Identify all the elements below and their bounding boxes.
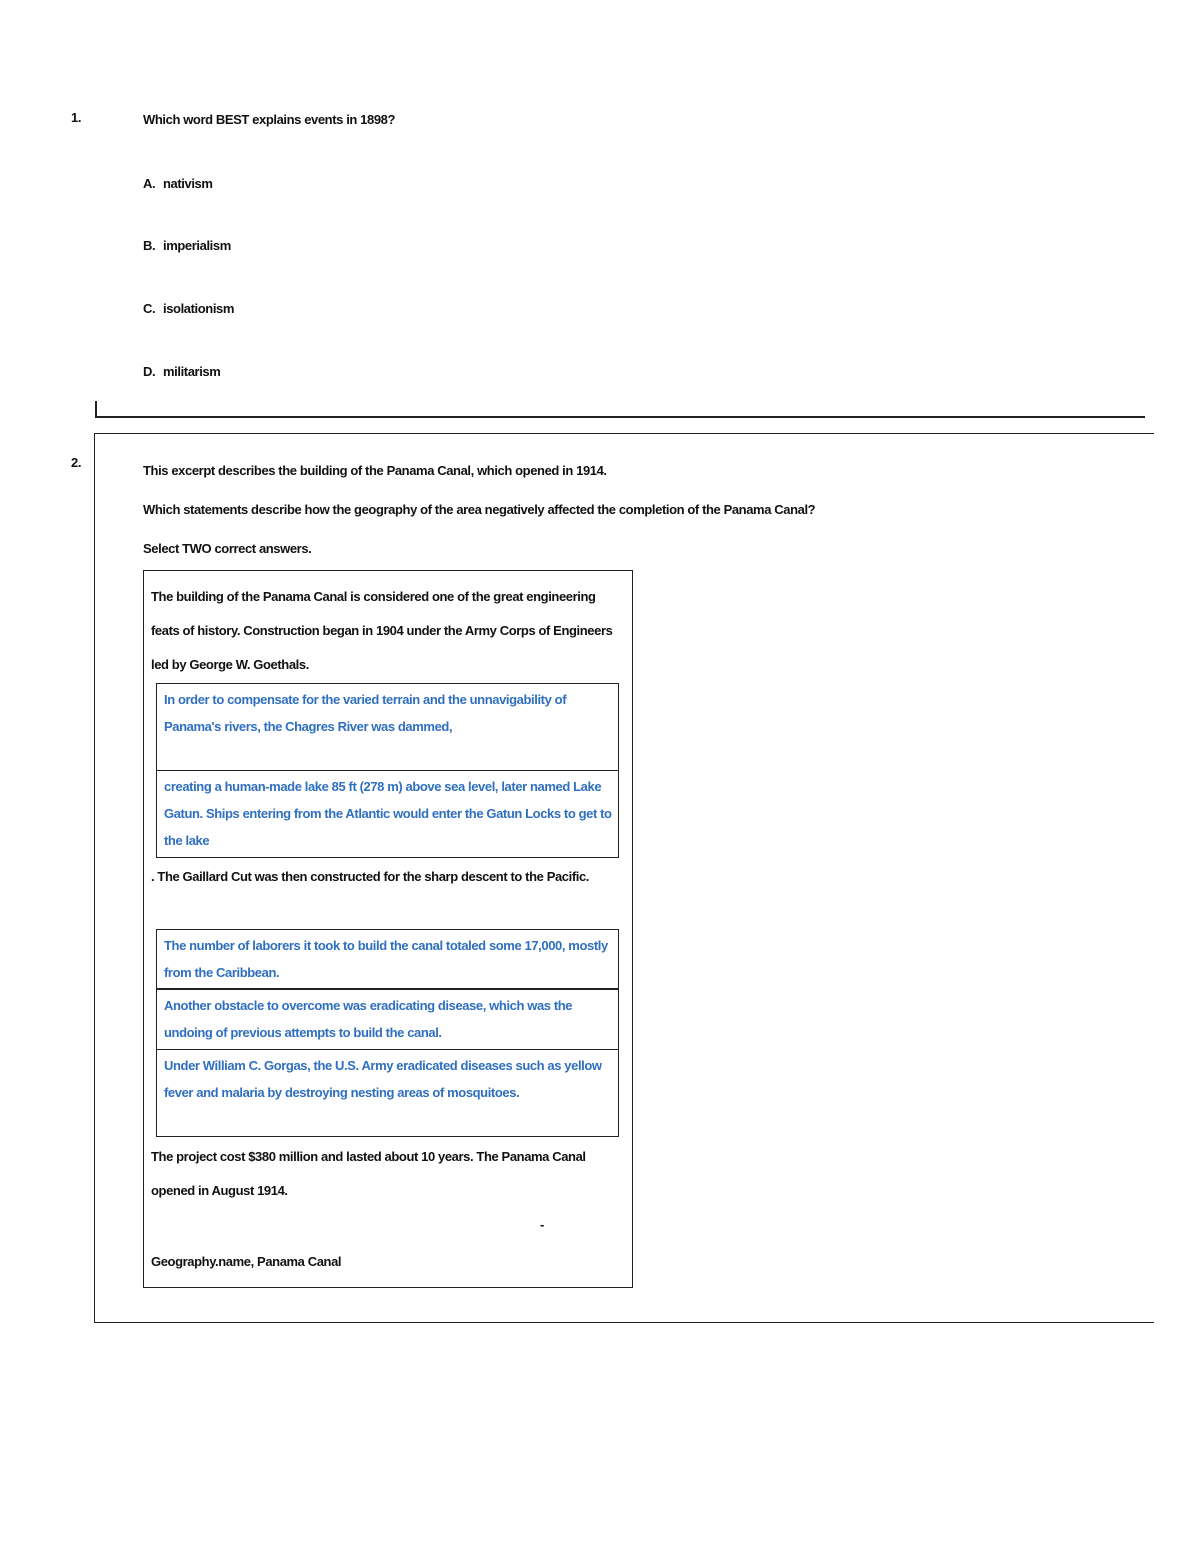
passage-dot: - [540,1217,544,1232]
question-2-instruction: Select TWO correct answers. [143,541,312,556]
option-letter: D. [143,364,156,379]
question-1-stem: Which word BEST explains events in 1898? [143,112,396,127]
question-2-intro: This excerpt describes the building of the Panama Canal, which opened in 1914. [143,463,607,478]
question-1-divider [95,416,1145,418]
passage-choice-2[interactable]: creating a human-made lake 85 ft (278 m) above sea level, later named Lake Gatun. Ships entering from the Atlantic would enter the Gatun Locks to get to the lake [156,770,619,858]
option-text: imperialism [163,238,231,253]
passage-source: Geography.name, Panama Canal [151,1254,342,1269]
option-letter: C. [143,301,156,316]
option-d[interactable] [143,364,220,379]
option-text: nativism [163,176,213,191]
option-letter: B. [143,238,156,253]
option-text: isolationism [163,301,235,316]
option-letter: A. [143,176,156,191]
passage-gaillard-text: . The Gaillard Cut was then constructed for the sharp descent to the Pacific. [151,869,590,884]
passage-choice-5[interactable]: Under William C. Gorgas, the U.S. Army eradicated diseases such as yellow fever and malaria by destroying nesting areas of mosquitoes. [156,1049,619,1137]
passage-choice-3[interactable]: The number of laborers it took to build the canal totaled some 17,000, mostly from the Caribbean. [156,929,619,989]
passage-closing: The project cost $380 million and lasted about 10 years. The Panama Canal opened in August 1914. [151,1149,586,1198]
option-a[interactable] [143,176,213,191]
option-c[interactable] [143,301,234,316]
passage-opening: The building of the Panama Canal is considered one of the great engineering feats of history. Construction began in 1904 under the Army Corps of Engineers led by George W. Goethals. [151,589,613,672]
option-text: militarism [163,364,221,379]
question-1-number: 1. [71,110,82,125]
question-2-stem: Which statements describe how the geography of the area negatively affected the completion of the Panama Canal? [143,502,816,517]
question-2-number: 2. [71,455,82,470]
option-b[interactable] [143,238,231,253]
passage-choice-4[interactable]: Another obstacle to overcome was eradicating disease, which was the undoing of previous attempts to build the canal. [156,989,619,1050]
passage-choice-1[interactable]: In order to compensate for the varied terrain and the unnavigability of Panama's rivers, the Chagres River was dammed, [156,683,619,771]
question-1-frame-left [95,401,97,417]
